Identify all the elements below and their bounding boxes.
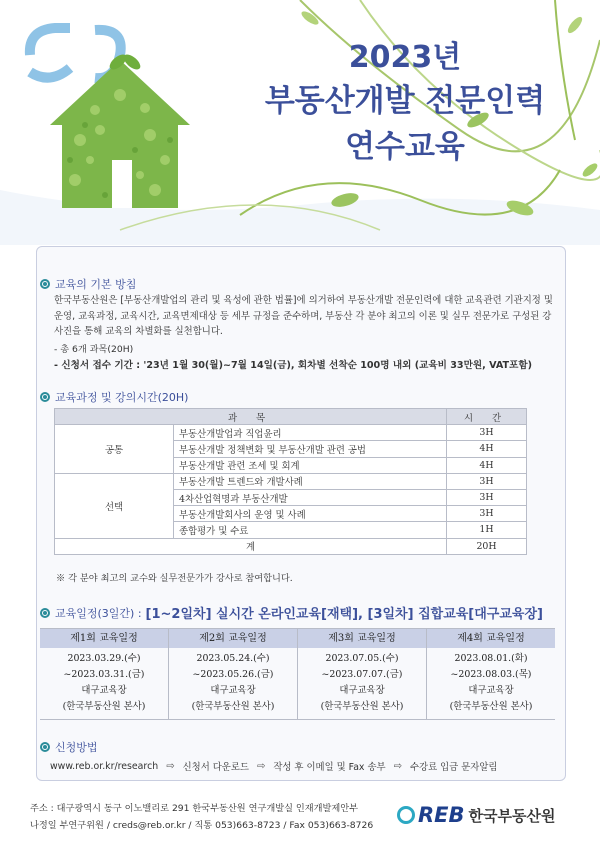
session-place: 대구교육장 <box>81 685 127 696</box>
subject-cell: 부동산개발업과 직업윤리 <box>174 425 447 441</box>
subject-cell: 부동산개발 트렌드와 개발사례 <box>174 473 447 489</box>
session-start: 2023.03.29.(수) <box>67 653 141 664</box>
footer-address: 주소 : 대구광역시 동구 이노밸리로 291 한국부동산원 연구개발실 인재개발제안부 <box>30 803 358 814</box>
group-elective: 선택 <box>55 473 174 538</box>
course-table-header <box>55 409 527 425</box>
schedule-table <box>40 628 555 720</box>
session-place: 대구교육장 <box>339 685 385 696</box>
footer-contact-line: 나정일 부연구위원 / creds@reb.or.kr / 직통 053)663-8723 / Fax 053)663-8726 <box>30 820 374 831</box>
section-policy-title: 교육의 기본 방침 <box>55 278 137 291</box>
subject-cell: 종합평가 및 수료 <box>174 522 447 538</box>
page-title <box>240 38 570 170</box>
apply-steps <box>50 759 497 773</box>
session-start: 2023.05.24.(수) <box>196 653 270 664</box>
schedule-session-1 <box>40 629 168 719</box>
table-total-row <box>55 538 527 554</box>
session-venue: (한국부동산원 본사) <box>449 701 533 712</box>
footer-contact <box>30 800 373 834</box>
session-place: 대구교육장 <box>468 685 514 696</box>
title-year: 2023년 <box>348 40 462 75</box>
session-start: 2023.08.01.(화) <box>454 653 528 664</box>
hours-cell: 4H <box>447 457 527 473</box>
section-bullet-icon <box>40 608 50 618</box>
section-schedule-heading <box>40 603 543 622</box>
schedule-heading-strong: [1~2일차] 실시간 온라인교육[재택], [3일차] 집합교육[대구교육장] <box>145 607 543 622</box>
policy-note-period: - 신청서 접수 기간 : '23년 1월 30(월)~7월 14일(금), 회차별 선착순 100명 내외 (교육비 33만원, VAT포함) <box>54 360 533 371</box>
session-venue: (한국부동산원 본사) <box>191 701 275 712</box>
section-course-title: 교육과정 및 강의시간(20H) <box>55 391 189 404</box>
schedule-session-3 <box>297 629 426 719</box>
hours-cell: 1H <box>447 522 527 538</box>
table-row <box>55 425 527 441</box>
schedule-session-2 <box>168 629 297 719</box>
subject-cell: 4차산업혁명과 부동산개발 <box>174 489 447 505</box>
session-end: ~2023.03.31.(금) <box>63 669 145 680</box>
arrow-right-icon: ⇨ <box>166 760 175 772</box>
hours-cell: 3H <box>447 473 527 489</box>
session-label: 제3회 교육일정 <box>298 629 426 648</box>
group-common: 공통 <box>55 425 174 474</box>
hours-cell: 3H <box>447 506 527 522</box>
col-hours-header: 시 간 <box>447 409 527 425</box>
hours-cell: 3H <box>447 425 527 441</box>
title-main: 부동산개발 전문인력 <box>264 83 546 119</box>
session-venue: (한국부동산원 본사) <box>62 701 146 712</box>
session-end: ~2023.05.26.(금) <box>192 669 274 680</box>
arrow-right-icon: ⇨ <box>393 760 402 772</box>
subject-cell: 부동산개발 정책변화 및 부동산개발 관련 공법 <box>174 441 447 457</box>
table-row <box>55 473 527 489</box>
apply-step-url[interactable]: www.reb.or.kr/research <box>50 760 159 772</box>
reb-swoosh-icon <box>397 806 415 824</box>
apply-step-download: 신청서 다운로드 <box>182 762 249 773</box>
course-footnote: ※ 각 분야 최고의 교수와 실무전문가가 강사로 참여합니다. <box>56 573 293 584</box>
subject-cell: 부동산개발 관련 조세 및 회계 <box>174 457 447 473</box>
hours-cell: 4H <box>447 441 527 457</box>
section-bullet-icon <box>40 742 50 752</box>
total-label: 계 <box>55 538 447 554</box>
session-end: ~2023.08.03.(목) <box>450 669 532 680</box>
course-table <box>54 408 527 555</box>
session-label: 제4회 교육일정 <box>427 629 555 648</box>
subject-cell: 부동산개발회사의 운영 및 사례 <box>174 506 447 522</box>
schedule-heading-prefix: 교육일정(3일간) : <box>55 606 142 620</box>
section-course-heading <box>40 389 188 405</box>
session-start: 2023.07.05.(수) <box>325 653 399 664</box>
reb-logo <box>397 803 555 827</box>
col-subject-header: 과 목 <box>55 409 447 425</box>
schedule-session-4 <box>426 629 555 719</box>
section-apply-title: 신청방법 <box>55 741 98 754</box>
section-apply-heading <box>40 739 98 755</box>
title-sub: 연수교육 <box>345 129 465 165</box>
policy-body: 한국부동산원은 [부동산개발업의 관리 및 육성에 관한 법률]에 의거하여 부동산개발 전문인력에 대한 교육관련 기관지정 및 운영, 교육과정, 교육시간, 교육면제대상 등 세부 규정을 준수하며, 부동산 각 분야 최고의 이론 및 실무 전문가로 구성된 강사진을 통해 교육의 차별화를 실천합니다. <box>54 295 553 337</box>
arrow-right-icon: ⇨ <box>256 760 266 772</box>
total-hours: 20H <box>447 538 527 554</box>
session-place: 대구교육장 <box>210 685 256 696</box>
apply-step-payment: 수강료 입금 문자알림 <box>409 762 498 773</box>
logo-mark: REB <box>418 803 465 827</box>
logo-name: 한국부동산원 <box>468 806 556 825</box>
hours-cell: 3H <box>447 489 527 505</box>
section-bullet-icon <box>40 392 50 402</box>
hero-banner <box>0 0 600 245</box>
session-end: ~2023.07.07.(금) <box>321 669 403 680</box>
session-venue: (한국부동산원 본사) <box>320 701 404 712</box>
session-label: 제2회 교육일정 <box>169 629 297 648</box>
session-label: 제1회 교육일정 <box>40 629 168 648</box>
policy-note-subjects: - 총 6개 과목(20H) <box>54 344 134 355</box>
section-bullet-icon <box>40 279 50 289</box>
section-policy-heading <box>40 276 136 292</box>
apply-step-submit: 작성 후 이메일 및 Fax 송부 <box>273 762 386 773</box>
